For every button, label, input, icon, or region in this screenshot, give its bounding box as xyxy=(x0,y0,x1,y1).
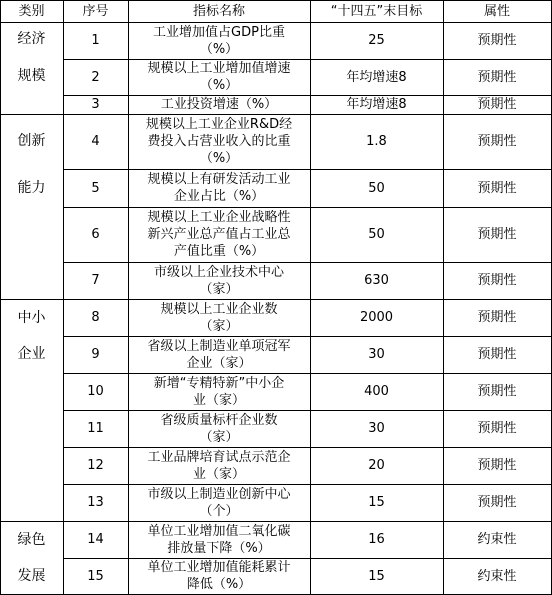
attribute-value: 预期性 xyxy=(477,227,517,242)
row-number: 14 xyxy=(87,532,104,547)
indicator-name: 规模以上工业企业数 （家） xyxy=(160,301,278,334)
attribute-value: 预期性 xyxy=(477,69,517,85)
indicator-name: 规模以上工业企业战略性 新兴产业总产值占工业总 产值比重（%） xyxy=(147,210,291,259)
row-number: 12 xyxy=(87,458,104,473)
attribute-value: 预期性 xyxy=(477,180,517,196)
indicator-name: 工业品牌培育试点示范企 业（家） xyxy=(147,449,291,482)
category-label: 能力 xyxy=(17,179,46,196)
target-value: 年均增速8 xyxy=(346,69,407,85)
category-label: 企业 xyxy=(17,345,46,362)
attribute-value: 预期性 xyxy=(477,384,517,399)
category-label: 绿色 xyxy=(17,531,46,548)
row-number: 5 xyxy=(91,180,100,196)
target-value: 15 xyxy=(368,568,385,584)
attribute-value: 预期性 xyxy=(477,495,517,510)
indicator-name: 规模以上工业企业R&D经 费投入占营业收入的比重 （%） xyxy=(145,117,293,166)
header-indicator: 指标名称 xyxy=(192,3,245,19)
row-number: 4 xyxy=(91,134,100,149)
attribute-value: 约束性 xyxy=(477,568,517,584)
indicator-name: 规模以上有研发活动工业 企业占比（%） xyxy=(147,172,291,204)
header-attribute: 属性 xyxy=(483,3,510,19)
category-label: 中小 xyxy=(17,309,46,326)
indicator-name: 单位工业增加值能耗累计 降低（%） xyxy=(147,560,291,592)
header-number: 序号 xyxy=(82,3,109,19)
target-value: 30 xyxy=(368,347,385,362)
target-value: 15 xyxy=(368,495,385,510)
attribute-value: 约束性 xyxy=(477,532,517,547)
category-label: 创新 xyxy=(17,132,46,149)
indicator-name: 市级以上企业技术中心 （家） xyxy=(153,264,284,297)
category-label: 经济 xyxy=(17,30,46,47)
indicator-name: 省级质量标杆企业数 （家） xyxy=(160,412,278,445)
target-value: 50 xyxy=(368,227,385,242)
category-label: 规模 xyxy=(17,67,46,84)
row-number: 10 xyxy=(87,384,104,399)
attribute-value: 预期性 xyxy=(477,458,517,473)
indicator-name: 新增“专精特新”中小企 业（家） xyxy=(153,375,285,408)
indicator-name: 规模以上工业增加值增速 （%） xyxy=(147,61,291,93)
row-number: 2 xyxy=(91,69,100,85)
header-category: 类别 xyxy=(18,3,45,19)
row-number: 13 xyxy=(87,495,104,510)
row-number: 8 xyxy=(91,310,100,325)
target-value: 25 xyxy=(368,33,385,48)
target-value: 2000 xyxy=(359,310,394,325)
row-number: 7 xyxy=(91,273,100,288)
indicator-name: 工业增加值占GDP比重 （%） xyxy=(153,24,285,57)
attribute-value: 预期性 xyxy=(477,421,517,436)
row-number: 3 xyxy=(91,97,100,112)
row-number: 11 xyxy=(87,421,104,436)
target-value: 年均增速8 xyxy=(346,97,407,112)
target-value: 16 xyxy=(368,532,385,547)
target-value: 50 xyxy=(368,180,385,196)
category-label: 发展 xyxy=(17,567,46,584)
indicator-name: 工业投资增速（%） xyxy=(160,97,278,112)
attribute-value: 预期性 xyxy=(477,134,517,149)
indicator-name: 省级以上制造业单项冠军 企业（家） xyxy=(147,338,291,371)
attribute-value: 预期性 xyxy=(477,273,517,288)
target-value: 20 xyxy=(368,458,385,473)
indicator-name: 单位工业增加值二氧化碳 排放量下降（%） xyxy=(147,523,291,556)
attribute-value: 预期性 xyxy=(477,97,517,112)
header-target: “十四五”末目标 xyxy=(330,3,423,19)
row-number: 9 xyxy=(91,347,100,362)
row-number: 1 xyxy=(91,33,100,48)
indicator-name: 市级以上制造业创新中心 （个） xyxy=(147,486,291,519)
target-value: 400 xyxy=(364,384,389,399)
target-value: 30 xyxy=(368,421,385,436)
table-border-left xyxy=(0,0,1,595)
row-number: 15 xyxy=(87,568,104,584)
row-number: 6 xyxy=(91,227,100,242)
attribute-value: 预期性 xyxy=(477,347,517,362)
target-value: 1.8 xyxy=(366,134,387,149)
attribute-value: 预期性 xyxy=(477,310,517,325)
attribute-value: 预期性 xyxy=(477,33,517,48)
target-value: 630 xyxy=(364,273,389,288)
